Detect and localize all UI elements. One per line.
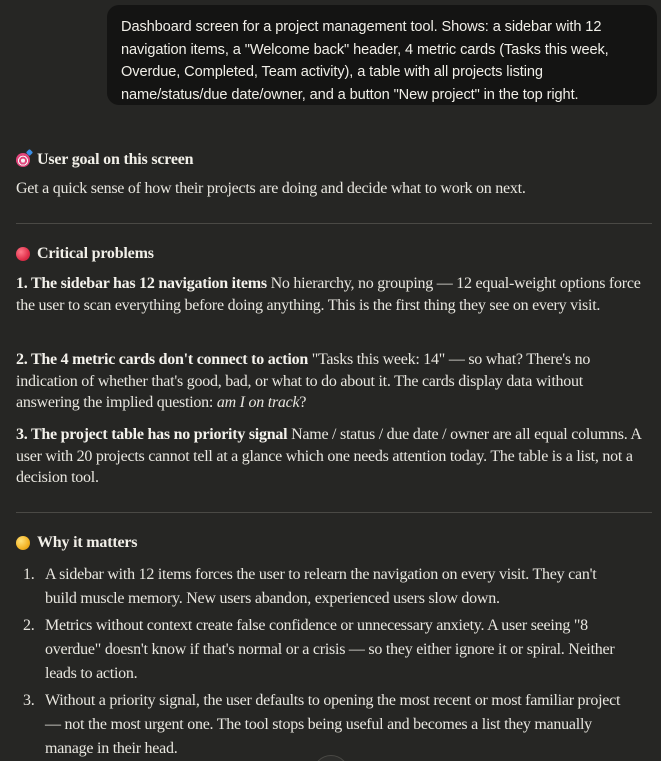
problem-title: 3. The project table has no priority signal xyxy=(16,426,288,443)
divider xyxy=(16,223,652,224)
list-text: Without a priority signal, the user defaults to opening the most recent or most familiar project — not the most urgent one. The tool stops being useful and becomes a list they manually manage in their head. xyxy=(45,692,621,757)
problems-heading-text: Critical problems xyxy=(37,245,154,262)
user-message-text: Dashboard screen for a project management tool. Shows: a sidebar with 12 navigation items, a "Welcome back" header, 4 metric cards (Tasks this week, Overdue, Completed, Team activity), a table with all projects listing name/status/due date/owner, and a button "New project" in the top right. xyxy=(121,19,609,103)
list-text: Metrics without context create false confidence or unnecessary anxiety. A user seeing "8 overdue" doesn't know if that's normal or a crisis — so they either ignore it or spiral. Neither leads to action. xyxy=(45,617,615,682)
list-item xyxy=(16,614,646,686)
divider xyxy=(16,512,652,513)
why-heading-text: Why it matters xyxy=(37,534,138,551)
goal-heading xyxy=(16,151,193,169)
problem-body: "Tasks this week: 14" — so what? There's no indication of whether that's good, bad, or what to do about it. The cards display data without answering the implied question: xyxy=(16,351,591,411)
list-item xyxy=(16,563,646,611)
problem-body: Name / status / due date / owner are all equal columns. A user with 20 projects cannot tell at a glance which one needs attention today. The table is a list, not a decision tool. xyxy=(16,426,641,486)
goal-body: Get a quick sense of how their projects are doing and decide what to work on next. xyxy=(16,180,526,197)
problem-title: 2. The 4 metric cards don't connect to action xyxy=(16,351,308,368)
target-icon xyxy=(16,153,30,167)
problem-title: 1. The sidebar has 12 navigation items xyxy=(16,275,267,292)
list-item xyxy=(16,689,646,761)
user-message-bubble xyxy=(107,5,657,105)
red-circle-icon xyxy=(16,247,30,261)
problem-emphasis: am I on track xyxy=(216,394,300,411)
why-list xyxy=(16,563,646,761)
list-number: 1. xyxy=(23,566,35,583)
goal-heading-text: User goal on this screen xyxy=(37,151,194,168)
problem-item xyxy=(16,349,646,414)
problem-tail: ? xyxy=(299,394,307,411)
list-text: A sidebar with 12 items forces the user to relearn the navigation on every visit. They can't build muscle memory. New users abandon, experienced users slow down. xyxy=(45,566,597,607)
problem-body: No hierarchy, no grouping — 12 equal-weight options force the user to scan everything before doing anything. This is the first thing they see on every visit. xyxy=(16,275,641,314)
list-number: 2. xyxy=(23,617,35,634)
problem-item xyxy=(16,273,646,316)
why-heading xyxy=(16,534,137,552)
yellow-circle-icon xyxy=(16,536,30,550)
problem-item xyxy=(16,424,646,489)
problems-heading xyxy=(16,245,154,263)
list-number: 3. xyxy=(23,692,35,709)
